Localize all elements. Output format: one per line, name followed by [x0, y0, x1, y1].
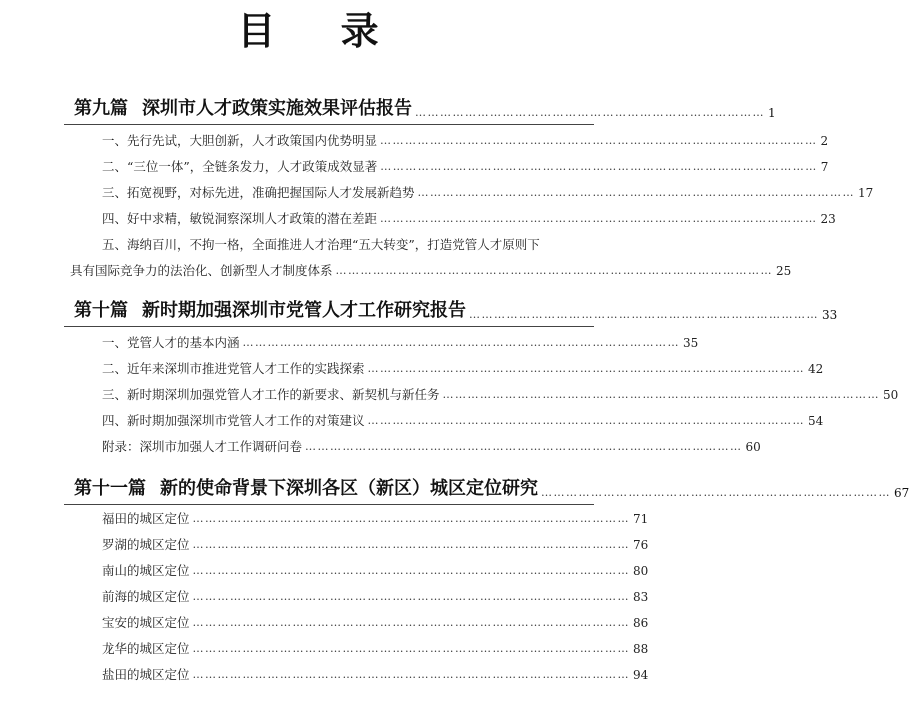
entry-page-number: 25: [776, 264, 792, 278]
entry-title: 具有国际竞争力的法治化、创新型人才制度体系: [70, 263, 333, 278]
entry-title: 盐田的城区定位: [102, 667, 190, 682]
toc-entry[interactable]: [102, 638, 649, 660]
toc-entry[interactable]: [102, 436, 761, 458]
entry-page-number: 71: [633, 512, 649, 526]
dot-leader: ……………………………………………………………………………………………: [335, 264, 774, 277]
dot-leader: ……………………………………………………………………………………………: [442, 388, 881, 401]
entry-title: 附录：深圳市加强人才工作调研问卷: [102, 439, 303, 454]
entry-page-number: 60: [745, 440, 761, 454]
part-number: 第九篇: [74, 98, 128, 119]
part-title: 深圳市人才政策实施效果评估报告: [142, 98, 412, 119]
entry-title: 罗湖的城区定位: [102, 537, 190, 552]
part-page-number: 67: [894, 486, 909, 500]
dot-leader: ……………………………………………………………………………………………: [192, 642, 631, 655]
entry-page-number: 54: [808, 414, 824, 428]
entry-title: 龙华的城区定位: [102, 641, 190, 656]
entry-title: 南山的城区定位: [102, 563, 190, 578]
part-underline: [64, 326, 594, 327]
entry-page-number: 7: [820, 160, 829, 174]
part-page-number: 33: [822, 308, 838, 322]
entry-title: 四、新时期加强深圳市党管人才工作的对策建议: [102, 413, 365, 428]
entry-title: 二、近年来深圳市推进党管人才工作的实践探索: [102, 361, 365, 376]
dot-leader: ……………………………………………………………………………………………: [192, 538, 631, 551]
toc-entry[interactable]: [102, 612, 649, 634]
toc-entry[interactable]: [102, 664, 649, 686]
entry-title: 前海的城区定位: [102, 589, 190, 604]
toc-entry[interactable]: [102, 156, 829, 178]
entry-page-number: 50: [883, 388, 899, 402]
part-title: 新时期加强深圳市党管人才工作研究报告: [142, 300, 466, 321]
toc-part-11[interactable]: [74, 474, 909, 504]
entry-title: 三、拓宽视野，对标先进，准确把握国际人才发展新趋势: [102, 185, 415, 200]
entry-title: 一、党管人才的基本内涵: [102, 335, 240, 350]
entry-title: 四、好中求精，敏锐洞察深圳人才政策的潜在差距: [102, 211, 378, 226]
dot-leader: ……………………………………………………………………………………………: [367, 414, 806, 427]
entry-title: 三、新时期深圳加强党管人才工作的新要求、新契机与新任务: [102, 387, 440, 402]
dot-leader: ……………………………………………………………………………………………: [192, 512, 631, 525]
entry-page-number: 94: [633, 668, 649, 682]
part-number: 第十篇: [74, 300, 128, 321]
toc-entry[interactable]: [102, 410, 824, 432]
entry-page-number: 86: [633, 616, 649, 630]
entry-title: 一、先行先试，大胆创新，人才政策国内优势明显: [102, 133, 378, 148]
toc-entry[interactable]: [102, 208, 836, 230]
entry-page-number: 42: [808, 362, 824, 376]
toc-part-10[interactable]: [74, 296, 838, 326]
entry-page-number: 17: [858, 186, 874, 200]
entry-page-number: 83: [633, 590, 649, 604]
dot-leader: ……………………………………………………………………………………………: [380, 134, 818, 147]
dot-leader: ……………………………………………………………………………………………: [192, 564, 631, 577]
entry-title: 五、海纳百川，不拘一格，全面推进人才治理“五大转变”，打造党管人才原则下: [102, 237, 540, 252]
page-title: 目 录: [237, 9, 405, 53]
part-title: 新的使命背景下深圳各区（新区）城区定位研究: [160, 478, 538, 499]
part-underline: [64, 124, 594, 125]
dot-leader: ……………………………………………………………………………………………: [380, 160, 818, 173]
toc-entry[interactable]: [102, 534, 649, 556]
dot-leader: ……………………………………………………………………………………………: [417, 186, 856, 199]
part-number: 第十一篇: [74, 478, 146, 499]
dot-leader: …………………………………………………………………………: [541, 486, 891, 499]
toc-entry-wrapped-first-line[interactable]: [102, 234, 593, 256]
toc-part-9[interactable]: [74, 94, 776, 124]
part-page-number: 1: [768, 106, 776, 120]
entry-title: 二、“三位一体”，全链条发力，人才政策成效显著: [102, 159, 378, 174]
dot-leader: ……………………………………………………………………………………………: [380, 212, 818, 225]
toc-entry[interactable]: [102, 586, 649, 608]
entry-page-number: 23: [820, 212, 836, 226]
toc-entry[interactable]: [102, 332, 699, 354]
dot-leader: …………………………………………………………………………: [415, 106, 765, 119]
part-underline: [64, 504, 594, 505]
entry-title: 福田的城区定位: [102, 511, 190, 526]
toc-entry[interactable]: [102, 130, 829, 152]
toc-entry[interactable]: [102, 182, 874, 204]
entry-page-number: 76: [633, 538, 649, 552]
toc-entry[interactable]: [70, 260, 792, 282]
toc-entry[interactable]: [102, 384, 899, 406]
toc-entry[interactable]: [102, 358, 824, 380]
dot-leader: …………………………………………………………………………: [469, 308, 819, 321]
entry-page-number: 2: [820, 134, 829, 148]
toc-entry[interactable]: [102, 508, 649, 530]
dot-leader: ……………………………………………………………………………………………: [192, 616, 631, 629]
entry-page-number: 80: [633, 564, 649, 578]
dot-leader: ……………………………………………………………………………………………: [192, 668, 631, 681]
dot-leader: ……………………………………………………………………………………………: [192, 590, 631, 603]
dot-leader: ……………………………………………………………………………………………: [367, 362, 806, 375]
dot-leader: ……………………………………………………………………………………………: [305, 440, 743, 453]
dot-leader: ……………………………………………………………………………………………: [242, 336, 681, 349]
entry-page-number: 35: [683, 336, 699, 350]
toc-entry[interactable]: [102, 560, 649, 582]
entry-page-number: 88: [633, 642, 649, 656]
entry-title: 宝安的城区定位: [102, 615, 190, 630]
